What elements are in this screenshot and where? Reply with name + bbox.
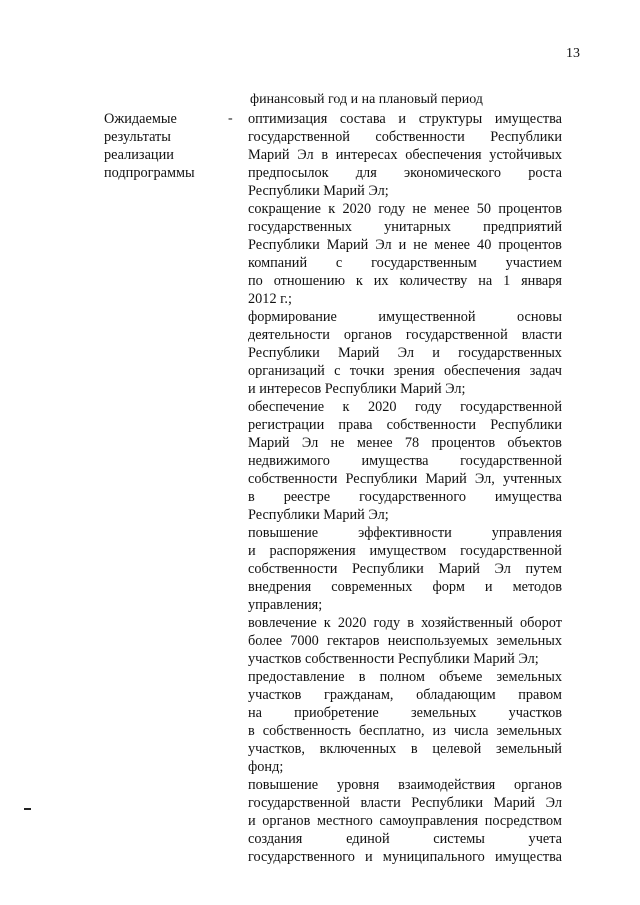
text-word: предпосылок <box>248 165 329 181</box>
text-line <box>248 362 562 380</box>
text-word: управления <box>491 525 562 541</box>
text-word: и <box>248 543 256 559</box>
text-word: Марий <box>425 471 467 487</box>
text-word: гектаров <box>326 633 380 649</box>
text-word: 2020 <box>337 615 367 631</box>
page-number: 13 <box>566 46 580 61</box>
text-word: приобретение <box>294 705 379 721</box>
text-line <box>248 524 562 542</box>
text-word: точки <box>349 363 385 379</box>
text-line <box>248 416 562 434</box>
text-word: деятельности <box>248 327 330 343</box>
text-word: Эл <box>297 147 314 163</box>
text-word: с <box>335 255 343 271</box>
text-word: внедрения <box>248 579 312 595</box>
text-line <box>248 146 562 164</box>
text-word: Республики <box>248 237 320 253</box>
text-word: Марий <box>248 435 290 451</box>
text-word: хозяйственный <box>421 615 513 631</box>
text-word: повышение <box>248 525 319 541</box>
text-word: состава <box>339 111 386 127</box>
text-word: унитарных <box>384 219 451 235</box>
expected-results-text <box>248 110 562 866</box>
text-word: не <box>330 435 345 451</box>
text-word: и <box>484 579 493 595</box>
text-word: Эл <box>397 345 415 361</box>
text-word: государственной <box>460 543 562 559</box>
text-word: государственных <box>248 219 352 235</box>
text-word: в <box>321 147 329 163</box>
text-word: на <box>248 705 262 721</box>
text-word: с <box>334 363 341 379</box>
text-word: государственного <box>359 489 466 505</box>
margin-mark <box>24 808 31 810</box>
text-word: самоуправления <box>379 813 479 829</box>
text-line <box>248 488 562 506</box>
section-label-line: результаты <box>104 129 171 145</box>
text-word: Эл <box>494 561 511 577</box>
text-word: Эл <box>301 435 319 451</box>
text-word: недвижимого <box>248 453 330 469</box>
text-word: оптимизация <box>248 111 328 127</box>
text-word: гражданам, <box>324 687 394 703</box>
section-label <box>104 110 195 182</box>
text-word: собственности <box>375 129 465 145</box>
text-word: процентов <box>498 201 562 217</box>
text-line <box>248 614 562 632</box>
text-word: собственности <box>248 471 338 487</box>
text-word: обеспечения <box>405 147 482 163</box>
text-word: на <box>478 273 493 289</box>
text-word: сокращение <box>248 201 321 217</box>
text-word: предприятий <box>483 219 562 235</box>
text-word: 78 <box>404 435 420 451</box>
text-word: по <box>248 273 263 289</box>
text-word: земельный <box>496 741 562 757</box>
text-word: государственной <box>460 453 562 469</box>
text-word: 1 <box>503 273 511 289</box>
text-word: имуществом <box>369 543 447 559</box>
text-word: в <box>248 723 255 739</box>
text-word: государственной <box>248 129 350 145</box>
text-word: в <box>410 741 418 757</box>
text-word: году <box>414 399 442 415</box>
text-word: имущества <box>494 849 562 865</box>
text-word: государственной <box>248 795 350 811</box>
text-line <box>248 812 562 830</box>
text-word: в <box>248 489 255 505</box>
text-word: правом <box>518 687 562 703</box>
text-word: распоряжения <box>269 543 356 559</box>
text-word: Республики <box>352 561 424 577</box>
text-line <box>248 776 562 794</box>
text-word: Республики <box>490 417 562 433</box>
text-word: к <box>342 399 350 415</box>
text-word: интересах <box>335 147 398 163</box>
text-line <box>248 830 562 848</box>
text-word: задач <box>529 363 562 379</box>
text-word: имущественной <box>378 309 476 325</box>
text-word: не <box>412 201 427 217</box>
text-word: и <box>365 849 373 865</box>
text-word: вовлечение <box>248 615 317 631</box>
text-word: учета <box>528 831 562 847</box>
text-line <box>248 272 562 290</box>
text-word: формирование <box>248 309 337 325</box>
text-word: января <box>521 273 562 289</box>
text-word: предоставление <box>248 669 345 685</box>
text-line <box>248 794 562 812</box>
text-line: фонд; <box>248 759 284 775</box>
text-word: Республики <box>411 795 483 811</box>
text-word: реестре <box>283 489 331 505</box>
text-line <box>248 632 562 650</box>
text-line <box>248 560 562 578</box>
text-word: Эл, <box>474 471 495 487</box>
text-word: процентов <box>431 435 496 451</box>
text-word: структуры <box>418 111 483 127</box>
text-word: объектов <box>507 435 562 451</box>
text-line: Республики Марий Эл; <box>248 183 389 199</box>
text-word: Республики <box>490 129 562 145</box>
text-word: менее <box>434 237 471 253</box>
text-word: 50 <box>476 201 492 217</box>
text-word: органов <box>343 327 392 343</box>
text-word: 2020 <box>367 399 397 415</box>
text-word: целевой <box>432 741 482 757</box>
text-line <box>248 236 562 254</box>
text-word: земельных <box>496 633 562 649</box>
text-word: права <box>338 417 373 433</box>
text-line <box>248 542 562 560</box>
text-line <box>248 578 562 596</box>
text-line: и интересов Республики Марий Эл; <box>248 381 466 397</box>
text-word: регистрации <box>248 417 325 433</box>
text-word: и <box>398 237 407 253</box>
text-word: уровня <box>336 777 380 793</box>
text-word: и <box>398 111 407 127</box>
text-word: году <box>378 201 406 217</box>
section-label-line: реализации <box>104 147 174 163</box>
text-line <box>248 686 562 704</box>
text-word: роста <box>528 165 562 181</box>
text-word: 2020 <box>342 201 372 217</box>
text-word: к <box>355 273 363 289</box>
text-word: зрения <box>393 363 435 379</box>
text-word: Марий <box>493 795 536 811</box>
text-word: обеспечение <box>248 399 325 415</box>
text-word: их <box>373 273 389 289</box>
text-word: Марий <box>438 561 480 577</box>
text-line <box>248 344 562 362</box>
text-word: не <box>413 237 428 253</box>
text-word: и <box>248 813 256 829</box>
text-word: в <box>407 615 415 631</box>
list-dash: - <box>228 111 233 126</box>
text-word: Эл <box>545 795 562 811</box>
text-word: участков, <box>248 741 305 757</box>
text-word: менее <box>433 201 470 217</box>
text-word: взаимодействия <box>398 777 496 793</box>
text-word: государственного <box>248 849 355 865</box>
text-word: 7000 <box>290 633 319 649</box>
text-word: посредством <box>484 813 562 829</box>
text-word: методов <box>512 579 562 595</box>
text-line <box>248 452 562 470</box>
text-word: объеме <box>439 669 483 685</box>
text-word: Марий <box>337 345 380 361</box>
text-word: современных <box>331 579 413 595</box>
text-word: государственной <box>405 327 508 343</box>
text-word: и <box>432 345 440 361</box>
text-line <box>248 128 562 146</box>
text-word: полном <box>379 669 425 685</box>
text-word: собственности <box>386 417 477 433</box>
text-line <box>248 470 562 488</box>
text-word: системы <box>433 831 485 847</box>
text-word: государственным <box>371 255 477 271</box>
text-word: процентов <box>498 237 562 253</box>
text-word: в <box>358 669 366 685</box>
text-line <box>248 200 562 218</box>
continuation-line: финансовый год и на плановый период <box>250 92 483 107</box>
text-word: неиспользуемых <box>387 633 489 649</box>
text-line <box>248 722 562 740</box>
text-word: основы <box>516 309 562 325</box>
text-line <box>248 704 562 722</box>
text-line <box>248 110 562 128</box>
text-line: управления; <box>248 597 323 613</box>
text-word: имущества <box>361 453 429 469</box>
text-line <box>248 668 562 686</box>
text-word: Республики <box>248 345 320 361</box>
text-word: собственность <box>262 723 352 739</box>
text-word: менее <box>356 435 393 451</box>
text-word: государственной <box>460 399 562 415</box>
section-label-line: Ожидаемые <box>104 111 177 127</box>
text-word: обеспечения <box>444 363 521 379</box>
text-word: Марий <box>326 237 369 253</box>
text-word: создания <box>248 831 303 847</box>
text-word: числа <box>453 723 489 739</box>
text-word: путем <box>525 561 562 577</box>
text-word: участков <box>248 687 302 703</box>
text-line <box>248 218 562 236</box>
text-word: 40 <box>477 237 492 253</box>
text-word: повышение <box>248 777 319 793</box>
text-word: устойчивых <box>489 147 562 163</box>
text-word: экономического <box>403 165 501 181</box>
text-line <box>248 740 562 758</box>
text-word: учтенных <box>502 471 562 487</box>
text-word: оборот <box>520 615 562 631</box>
text-line <box>248 254 562 272</box>
text-word: компаний <box>248 255 308 271</box>
text-word: обладающим <box>416 687 496 703</box>
text-word: эффективности <box>358 525 452 541</box>
text-word: государственных <box>458 345 562 361</box>
text-word: бесплатно, <box>359 723 425 739</box>
text-word: Марий <box>248 147 290 163</box>
text-word: из <box>432 723 446 739</box>
text-word: земельных <box>410 705 477 721</box>
text-word: земельных <box>496 723 562 739</box>
text-word: власти <box>360 795 401 811</box>
text-word: включенных <box>319 741 397 757</box>
text-word: организаций <box>248 363 325 379</box>
text-word: к <box>323 615 331 631</box>
text-word: органов <box>513 777 562 793</box>
text-line: Республики Марий Эл; <box>248 507 389 523</box>
text-line <box>248 164 562 182</box>
text-word: муниципального <box>382 849 485 865</box>
text-line <box>248 398 562 416</box>
text-line <box>248 848 562 866</box>
text-word: участием <box>505 255 562 271</box>
text-word: Эл <box>375 237 392 253</box>
text-word: более <box>248 633 283 649</box>
text-line: 2012 г.; <box>248 291 292 307</box>
text-word: власти <box>521 327 562 343</box>
text-word: земельных <box>496 669 562 685</box>
text-word: отношению <box>273 273 346 289</box>
text-word: местного <box>316 813 373 829</box>
text-word: участков <box>508 705 562 721</box>
section-label-line: подпрограммы <box>104 165 195 181</box>
text-line <box>248 434 562 452</box>
text-word: собственности <box>248 561 338 577</box>
text-line: участков собственности Республики Марий Эл; <box>248 651 539 667</box>
text-word: количеству <box>399 273 468 289</box>
text-word: единой <box>346 831 390 847</box>
text-word: Республики <box>345 471 418 487</box>
text-line <box>248 308 562 326</box>
text-word: году <box>373 615 401 631</box>
text-word: имущества <box>494 111 562 127</box>
text-word: имущества <box>494 489 562 505</box>
text-word: к <box>328 201 336 217</box>
text-word: органов <box>262 813 311 829</box>
text-line <box>248 326 562 344</box>
text-word: форм <box>432 579 465 595</box>
text-word: для <box>355 165 377 181</box>
